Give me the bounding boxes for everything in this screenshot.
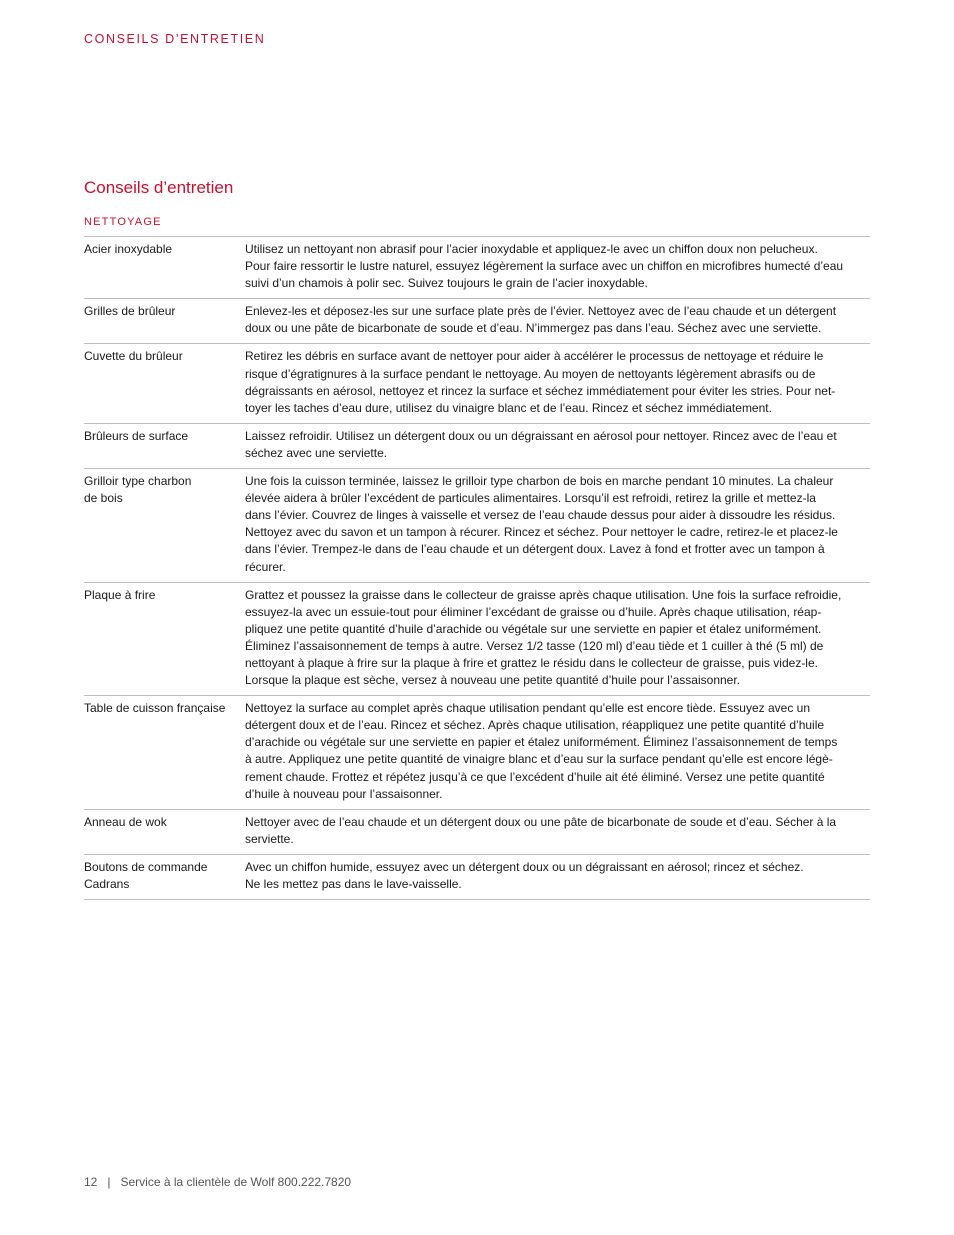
table-row xyxy=(84,810,870,855)
page-number: 12 xyxy=(84,1175,98,1189)
item-description: Nettoyez la surface au complet après chaque utilisation pendant qu’elle est encore tiède. Essuyez avec un détergent doux et de l’eau. Rincez et séchez. Après chaque utilisation, réappliquez une petite quantité d’huile d’arachide ou végétale sur une serviette en papier et étalez uniformément. Éliminez l’assaisonnement de temps à autre. Appliquez une petite quantité de vinaigre blanc et d’eau sur la surface pendant qu’elle est encore légè- rement chaude. Frottez et répétez jusqu’à ce que l’excédent d’huile ait été éliminé. Versez une petite quantité d’huile à nouveau pour l’assaisonner. xyxy=(245,701,838,801)
item-description: Avec un chiffon humide, essuyez avec un détergent doux ou un dégraissant en aérosol; rincez et séchez. Ne les mettez pas dans le lave-vaisselle. xyxy=(245,859,804,891)
item-label: Cuvette du brûleur xyxy=(84,349,183,364)
item-label: Boutons de commande Cadrans xyxy=(84,859,208,891)
care-table xyxy=(84,236,870,900)
item-description: Utilisez un nettoyant non abrasif pour l’acier inoxydable et appliquez-le avec un chiffon doux non pelucheux. Pour faire ressortir le lustre naturel, essuyez légèrement la surface avec un chiffon en microfibres humecté d’eau suivi d’un chamois à polir sec. Suivez toujours le grain de l’acier inoxydable. xyxy=(245,242,844,291)
page-footer xyxy=(84,1175,351,1189)
table-row xyxy=(84,344,870,423)
item-label: Acier inoxydable xyxy=(84,242,173,256)
item-description: Grattez et poussez la graisse dans le collecteur de graisse après chaque utilisation. Une fois la surface refroidie, essuyez-la avec un essuie-tout pour éliminer l’excédant de graisse ou d’huile. Après chaque utilisation, réap- pliquez une petite quantité d’huile d’arachide ou végétale sur une serviette en papier et étalez uniformément. Éliminez l’assaisonnement de temps à autre. Versez 1/2 tasse (120 ml) d’eau tiède et 1 cuiller à thé (5 ml) de nettoyant à plaque à frire sur la plaque à frire et grattez le résidu dans le collecteur de graisse, puis videz-le. Lorsque la plaque est sèche, versez à nouveau une petite quantité d’huile pour l’assaisonner. xyxy=(245,587,842,688)
item-label: Grilles de brûleur xyxy=(84,304,176,319)
item-description: Retirez les débris en surface avant de nettoyer pour aider à accélérer le processus de nettoyage et réduire le risque d’égratignures à la surface pendant le nettoyage. Au moyen de nettoyants légèrement abrasifs ou de dégraissants en aérosol, nettoyez et rincez la surface et séchez immédiatement pour éviter les stries. Pour net- toyer les taches d’eau dure, utilisez du vinaigre blanc et de l’eau. Rincez et séchez immédiatement. xyxy=(245,349,836,415)
table-row xyxy=(84,237,870,299)
table-row xyxy=(84,696,870,810)
table-row xyxy=(84,855,870,900)
running-header: CONSEILS D’ENTRETIEN xyxy=(84,32,266,46)
section-title: Conseils d’entretien xyxy=(84,178,234,197)
item-description: Une fois la cuisson terminée, laissez le grilloir type charbon de bois en marche pendant 10 minutes. La chaleur élevée aidera à brûler l’excédent de particules alimentaires. Lorsqu’il est refroidi, retirez la grille et mettez-la dans l’évier. Couvrez de linges à vaisselle et versez de l’eau chaude dessus pour aider à dissoudre les résidus. Nettoyez avec du savon et un tampon à récurer. Rincez et séchez. Pour nettoyer le cadre, retirez-le et placez-le dans l’évier. Trempez-le dans de l’eau chaude et un détergent doux. Lavez à fond et frotter avec un tampon à récurer. xyxy=(245,474,838,574)
item-label: Table de cuisson française xyxy=(84,701,226,716)
footer-contact: Service à la clientèle de Wolf 800.222.7820 xyxy=(120,1175,352,1189)
table-row xyxy=(84,469,870,583)
table-row xyxy=(84,299,870,344)
table-row xyxy=(84,424,870,469)
item-label: Plaque à frire xyxy=(84,587,156,602)
item-label: Brûleurs de surface xyxy=(84,428,189,443)
subsection-heading: NETTOYAGE xyxy=(84,216,162,228)
item-description: Laissez refroidir. Utilisez un détergent doux ou un dégraissant en aérosol pour nettoyer. Rincez avec de l’eau et séchez avec une serviette. xyxy=(245,428,837,460)
item-label: Anneau de wok xyxy=(84,814,167,829)
item-description: Nettoyer avec de l’eau chaude et un détergent doux ou une pâte de bicarbonate de soude et d’eau. Sécher à la serviette. xyxy=(245,814,837,846)
table-row xyxy=(84,583,870,697)
footer-separator: | xyxy=(107,1175,111,1189)
item-label: Grilloir type charbon de bois xyxy=(84,474,192,506)
item-description: Enlevez-les et déposez-les sur une surface plate près de l’évier. Nettoyez avec de l’eau chaude et un détergent doux ou une pâte de bicarbonate de soude et d’eau. N’immergez pas dans l’eau. Séchez avec une serviette. xyxy=(245,304,837,336)
